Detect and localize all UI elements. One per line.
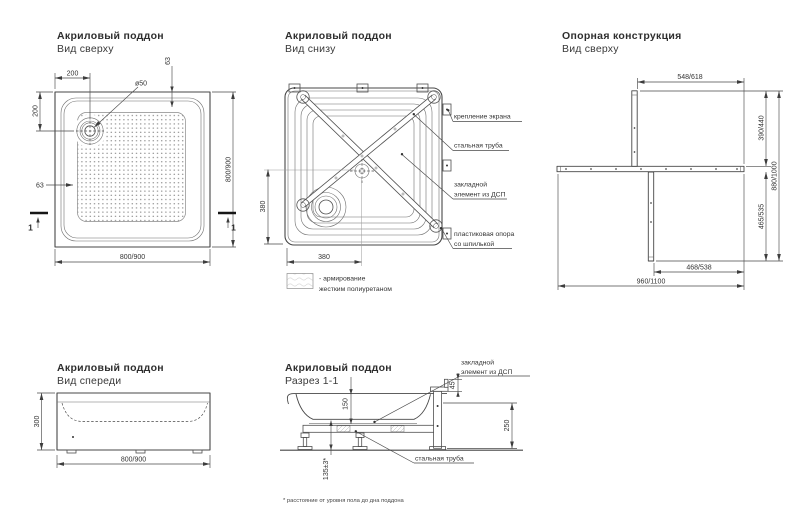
legend [287,274,392,294]
view-support-frame [557,30,783,290]
front-subtitle: Вид спереди [57,375,122,387]
label-steel-tube: стальная труба [454,142,503,150]
label-embed-line2: элемент из ДСП [461,369,513,376]
plan-bottom-title: Акриловый поддон [285,30,392,42]
dim-right-lower: 465/535 [758,203,766,230]
dim-floor: 135±3* [323,457,330,481]
dim-tray-height: 800/900 [225,156,233,183]
section-mark-right: 1 [231,222,236,233]
support-bars [557,91,744,261]
dim-drain-diameter: ø50 [135,80,148,88]
front-dimensions [34,393,210,468]
tray-top-outline [55,92,210,247]
dim-bottom-full: 960/1100 [636,278,666,286]
view-plan-bottom [260,30,522,293]
dim-edge-top: 63 [165,57,172,65]
section-mark-left: 1 [28,222,33,233]
plan-bottom-dimensions [260,170,362,267]
dim-depth: 150 [342,398,350,410]
dim-tray-width: 800/900 [119,254,146,261]
dim-center-y: 380 [260,200,267,213]
front-outline [57,393,210,453]
section-title: Акриловый поддон [285,362,392,374]
dim-right-upper: 390/440 [758,115,766,141]
adjustable-feet [298,433,446,450]
label-steel-tube: стальная труба [415,455,464,463]
view-section [280,359,530,505]
dim-drain-offset-y: 200 [32,105,40,117]
dim-top: 548/618 [677,74,703,81]
footnote: * расстояние от уровня пола до дна поддона [283,498,404,504]
dim-center-x: 380 [318,254,330,261]
label-embed-line1: закладной [461,359,494,367]
section-callouts [355,359,530,464]
legend-swatch [287,274,313,289]
drain-bottom [306,187,346,227]
plan-bottom-callouts [401,109,522,248]
dim-front-width: 800/900 [120,456,147,464]
support-subtitle: Вид сверху [562,43,619,55]
legend-line1: - армирование [319,275,366,283]
section-geometry [280,379,523,450]
label-embed-line2: элемент из ДСП [454,191,506,199]
dim-rim: 45 [449,381,457,390]
view-plan-top [28,30,236,266]
support-title: Опорная конструкция [562,30,682,42]
front-title: Акриловый поддон [57,362,164,374]
dim-edge-left: 63 [36,182,44,190]
view-front [34,362,210,468]
dim-drain-offset-x: 200 [66,70,79,78]
dim-frame: 250 [504,419,511,432]
label-support-line1: пластиковая опора [454,231,515,238]
support-dimensions [558,74,783,290]
label-screen-mount: крепление экрана [454,113,511,121]
plan-top-title: Акриловый поддон [57,30,164,42]
plan-bottom-subtitle: Вид снизу [285,43,336,55]
plan-top-subtitle: Вид сверху [57,43,114,55]
dim-right-total: 880/1000 [771,161,779,191]
dim-front-height: 300 [34,415,41,428]
label-embed-line1: закладной [454,181,487,189]
label-support-line2: со шпилькой [454,241,495,248]
legend-line2: жестким полиуретаном [319,286,392,293]
drain-top [74,115,107,148]
section-subtitle: Разрез 1-1 [285,375,339,387]
dim-bottom-inner: 468/538 [686,264,712,272]
